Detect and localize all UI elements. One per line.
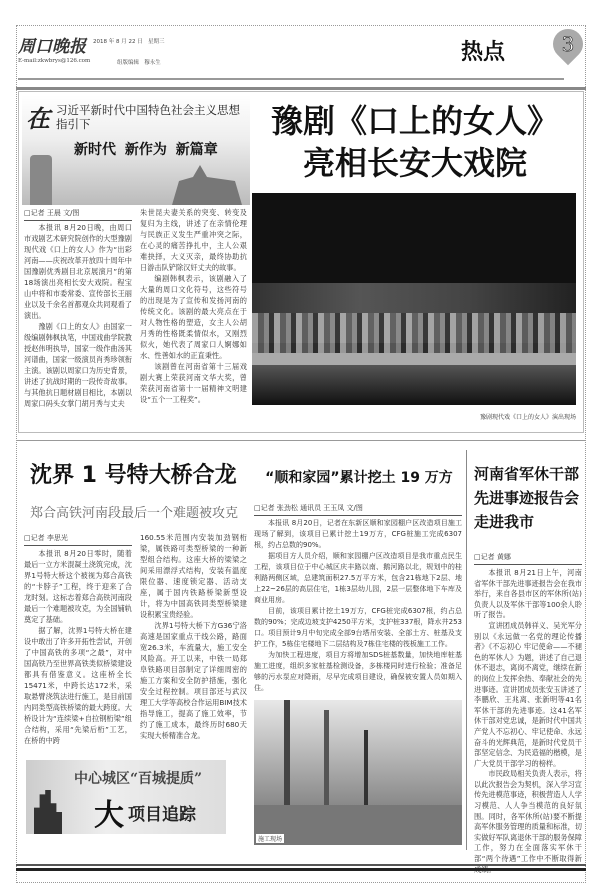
paragraph: 编剧韩枫表示，该剧融入了大量的周口文化符号，这些符号的出现是为了宣传和发扬河南的传统文化。该剧的最大亮点在于对人物性格的塑造，女主人公胡月秀的性格既柔情似水，又刚烈似火，她代表了周家口人婀娜如水、性善如水的正直秉性。 (140, 274, 247, 360)
paragraph: 160.55米范围内安装加劲钢桁梁，属铁路可类型桥梁的一种新型组合结构。这座大桥的梁梁之间采用漂浮式结构，安装有温度限位器、速度锁定器、活动支座，属于国内铁路桥梁新型设计，将为中国高铁同类型桥梁建设积累宝贵经验。 (140, 533, 247, 619)
top-headline (255, 100, 575, 184)
section-name: 热点 (460, 39, 505, 65)
paragraph: 据项目方人员介绍，顺和家园棚户区改造项目是我市重点民生工程，该项目位于中心城区庆丰路以南、鹅河路以北，规划中的桂利路两侧区域，总建筑面积27.5万平方米，包含21栋地下2层、地上22~26层的高层住宅，1栋3层幼儿园，2层一层整体地下车库及商业用房。 (254, 552, 462, 604)
masthead-logo: 周口晚报 (18, 37, 86, 57)
paragraph: 朱世昆夫妻关系的突变、转变及复归为主线，讲述了在亲情伦理与民族正义发生严重冲突之际，在心灵的痛苦挣扎中，主人公艰难抉择，大义灭亲，最终协助抗日游击队铲除汉奸丈夫的故事。 (140, 208, 247, 272)
paragraph: 本报讯 8月20日晚，由周口市戏剧艺术研究院创作的大型豫剧现代戏《口上的女人》作为“出彩河南——庆祝改革开放四十周年中国豫剧优秀剧目北京展演月”的第18场演出亮相长安大戏院。程宝山中将和市委常委、宣传部长王丽业以及千余名首都观众共同观看了演出。 (24, 223, 132, 320)
paragraph: 市民政局相关负责人表示，将以此次报告会为契机，深入学习宣传先进模范事迹，积极营造人人学习模范、人人争当模范的良好氛围。同时，各军休所(站)要不断提高军休服务管理的质量和标准，切实做好军队离退休干部的服务保障工作，努力在全面落实军休干部“两个待遇”工作中不断取得新 (474, 769, 582, 864)
paragraph: 宣讲团成员韩祥义、吴光军分别以《永远做一名党的理论传播者》《不忘初心 牢记使命——不褪色的军休人》为题，讲述了自己退休不退志，离岗不离党，继续在新的岗位上发挥余热、奉献社会的先进事迹。宣讲团成员张安玉讲述了李鹏欣、王兆离、张新明等41名军休干部的先进事迹。这41名军休干部对党忠诚，是新时代中国共产党人不忘初心、牢记使命、永远奋斗的光辉典范，是新时代党员干部坚定信念、为民造福的楷模，是广大党员干部学习的榜样。 (474, 620, 582, 768)
paragraph: 豫剧《口上的女人》由国家一级编剧韩枫执笔，中国戏曲学院教授赵伟明执导，国家一级作曲汤其河谱曲，国家一级演员肖秀珍领衔主演。该剧以周家口为历史背景，讲述了抗战时期的一段传奇故事。与其他抗日题材剧目相比，本剧以周家口码头女掌门胡月秀与丈夫 (24, 322, 132, 408)
military-byline: □记者 黄娜 (474, 552, 582, 565)
opera-stage-photo (252, 193, 576, 405)
paragraph: 本报讯 8月20日，记者在东新区顺和家园棚户区改造项目施工现场了解到，该项目已累计挖土19万方，CFG桩施工完成6307根，约占总数的90%。 (254, 519, 462, 549)
banner-slogan: 新时代 新作为 新篇章 (74, 142, 218, 158)
theme-banner (22, 95, 250, 205)
bridge-subtitle: 郑合高铁河南段最后一个难题被攻克 (30, 506, 239, 521)
bridge-headline: 沈界 1 号特大桥合龙 (30, 463, 237, 488)
banner-title: 习近平新时代中国特色社会主义思想指引下 (56, 103, 240, 131)
top-col2 (140, 207, 247, 429)
shunhe-headline: “顺和家园”累计挖土 19 万方 (265, 470, 453, 486)
paragraph: 沈界1号特大桥下方G36宁洛高速是国家重点干线公路，路面宽26.3米，车流量大，施工安全风险高。开工以来，中铁一局郑阜铁路项目部制定了详细周密的施工方案和安全防护措施，强化安全过程控制。项目部还与武汉理工大学等高校合作运用BIM技术指导施工，提高了施工效率，节约了施工成本，最终历时680天实现大桥精准合龙。 (140, 621, 247, 740)
email: E-mail:zkwbrys@126.com (18, 58, 91, 64)
bridge-col1 (24, 548, 132, 744)
project-tracking-banner (26, 760, 226, 834)
paragraph: 据了解，沈界1号特大桥在建设中敢出了许多开拓性尝试，开创了中国高铁的多项“之最”，对中国高铁乃至世界高铁类似桥梁建设都具有借鉴意义。这座桥全长15471米，中跨长达172米，采取悬臂浇筑法进行施工，是目前国内同类型高铁桥梁的最大跨度。大桥设计为“连续梁+自拉钢桁梁”组合结构，采用“先梁后桁”工艺，在桥的中跨 (24, 626, 132, 744)
top-divider (16, 87, 586, 90)
footer-rule (16, 864, 586, 866)
paragraph: 本报讯 8月21日上午，河南省军休干部先进事迹报告会在我市举行，来自各县市区的军休所(站)负责人以及军休干部等100余人聆听了报告。 (474, 568, 582, 620)
paragraph: 该剧曾在河南省第十三届戏剧大赛上荣获河南文华大奖，曾荣获河南省第十一届精神文明建设“五个一工程奖”。 (140, 362, 247, 404)
column-divider (466, 450, 467, 850)
editor-label: 组版编辑 (117, 60, 140, 66)
banner-line2: 项目追踪 (128, 805, 196, 825)
top-byline: □记者 王晨 文/图 (24, 208, 132, 221)
top-photo-caption: 豫剧现代戏《口上的女人》演出现场 (479, 414, 576, 421)
paragraph: 为加快工程进度，项目方将增加SDS桩基数量，加快地库桩基施工进度，组织多家桩基检测设备，多栋楼同时进行检验；准备足够的污水泵应对降雨，尽早完成项目建设，确保被安置人员如期入住。 (254, 651, 462, 692)
page-number: 3 (561, 32, 575, 56)
shunhe-body (254, 518, 462, 694)
bottom-divider (16, 440, 586, 441)
bridge-col2 (140, 532, 247, 744)
banner-big-char: 大 (94, 798, 124, 833)
construction-photo (254, 700, 462, 845)
issue-date (93, 37, 165, 45)
military-body (474, 568, 582, 875)
tiananmen-icon (172, 165, 242, 205)
banner-line1: 中心城区“百城提质” (74, 771, 203, 787)
editor-name: 穆永生 (144, 60, 161, 66)
banner-lead-char: 在 (26, 104, 50, 133)
paragraph: 本报讯 8月20日零时，随着最后一立方米混凝土浇筑完成，沈界1号特大桥这个被视为郑合高铁的“卡脖子”工程，终于迎来了合龙时刻。这标志着郑合高铁河南段最后一个难题被攻克，为全国铺轨奠定了基础。 (24, 549, 132, 624)
header-rule (18, 78, 564, 80)
skyline-icon (34, 790, 62, 834)
headline-line1: 豫剧《口上的女人》 (270, 102, 559, 140)
paragraph: 目前，该项目累计挖土19万方，CFG桩完成6307根，约占总数的90%；完成边坡支护4250平方米，支护桩337根，降水井253口。项目预计9月中旬完成全部9台塔吊安装、全部土方、桩基及支护工作，5栋住宅楼地下二层结构及7栋住宅楼的筏板施工工作。 (254, 607, 462, 648)
huabiao-icon (30, 155, 52, 205)
editor-credit (117, 58, 161, 66)
shunhe-byline: □记者 张劲松 通讯员 王玉凤 文/图 (254, 503, 462, 516)
date: 2018 年 8 月 22 日 (93, 39, 143, 45)
top-col1 (24, 222, 132, 409)
military-headline: 河南省军休干部先进事迹报告会走进我市 (474, 465, 580, 531)
bridge-byline: □记者 李思光 (24, 533, 132, 546)
weekday: 星期三 (148, 39, 165, 45)
footer-rule-heavy (16, 868, 586, 871)
shunhe-photo-caption: 施工现场 (258, 836, 283, 843)
headline-line2: 亮相长安大戏院 (302, 144, 527, 182)
